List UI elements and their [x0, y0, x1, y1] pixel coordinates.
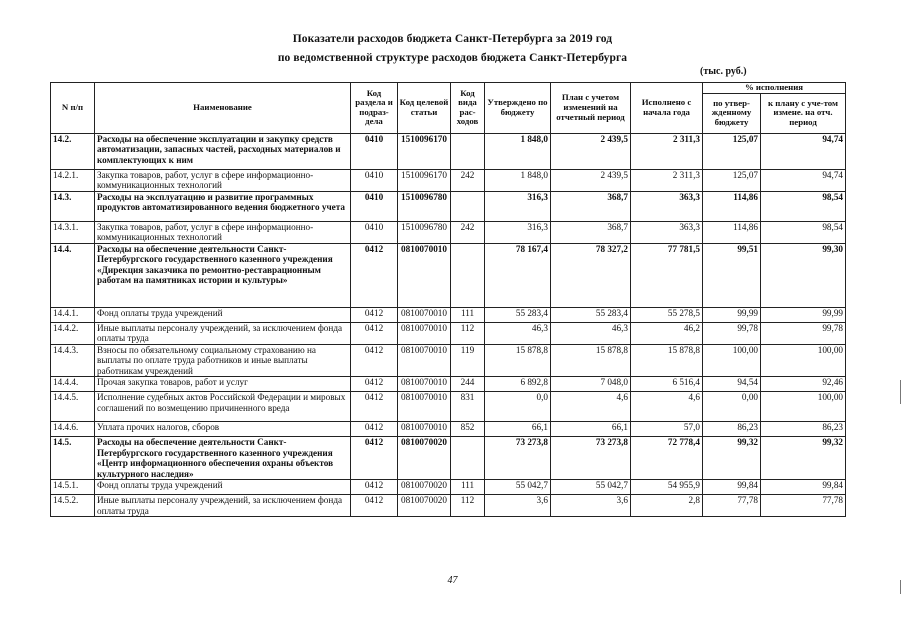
row-plan: 368,7 [551, 221, 631, 243]
row-expense-type: 112 [451, 322, 485, 344]
row-plan: 3,6 [551, 495, 631, 517]
table-row [51, 243, 846, 307]
row-name: Закупка товаров, работ, услуг в сфере информационно-коммуникационных технологий [95, 169, 351, 191]
row-target-code: 1510096170 [398, 169, 451, 191]
row-plan: 46,3 [551, 322, 631, 344]
row-pct-plan: 100,00 [761, 344, 846, 377]
header-num: N п/п [51, 83, 95, 134]
row-pct-plan: 99,32 [761, 437, 846, 480]
row-expense-type: 852 [451, 422, 485, 437]
row-pct-approved: 99,51 [703, 243, 761, 307]
header-section-code: Код раздела и подраз-дела [351, 83, 398, 134]
page-number: 47 [447, 575, 458, 586]
row-pct-plan: 98,54 [761, 221, 846, 243]
row-name: Иные выплаты персоналу учреждений, за исключением фонда оплаты труда [95, 322, 351, 344]
row-pct-plan: 98,54 [761, 191, 846, 221]
table-row [51, 169, 846, 191]
row-name: Исполнение судебных актов Российской Федерации и мировых соглашений по возмещению причиненного вреда [95, 392, 351, 422]
row-expense-type [451, 133, 485, 169]
row-pct-approved: 77,78 [703, 495, 761, 517]
row-pct-plan: 99,30 [761, 243, 846, 307]
row-executed: 46,2 [631, 322, 703, 344]
row-target-code: 0810070010 [398, 392, 451, 422]
header-name: Наименование [95, 83, 351, 134]
row-section-code: 0412 [351, 422, 398, 437]
row-target-code: 0810070020 [398, 495, 451, 517]
row-name: Уплата прочих налогов, сборов [95, 422, 351, 437]
row-plan: 368,7 [551, 191, 631, 221]
row-approved: 0,0 [485, 392, 551, 422]
row-number: 14.5.1. [51, 480, 95, 495]
row-pct-approved: 125,07 [703, 169, 761, 191]
row-target-code: 0810070010 [398, 307, 451, 322]
table-row [51, 495, 846, 517]
row-pct-approved: 99,99 [703, 307, 761, 322]
header-executed: Исполнено с начала года [631, 83, 703, 134]
row-target-code: 0810070010 [398, 243, 451, 307]
row-expense-type: 244 [451, 377, 485, 392]
row-pct-approved: 86,23 [703, 422, 761, 437]
row-number: 14.4. [51, 243, 95, 307]
row-name: Взносы по обязательному социальному страхованию на выплаты по оплате труда работников и иные выплаты работникам учреждений [95, 344, 351, 377]
row-target-code: 0810070010 [398, 344, 451, 377]
row-executed: 54 955,9 [631, 480, 703, 495]
row-target-code: 1510096780 [398, 191, 451, 221]
row-number: 14.2. [51, 133, 95, 169]
row-expense-type: 242 [451, 221, 485, 243]
row-plan: 2 439,5 [551, 133, 631, 169]
row-name: Иные выплаты персоналу учреждений, за исключением фонда оплаты труда [95, 495, 351, 517]
row-pct-approved: 114,86 [703, 221, 761, 243]
row-section-code: 0412 [351, 377, 398, 392]
row-plan: 73 273,8 [551, 437, 631, 480]
row-pct-approved: 99,32 [703, 437, 761, 480]
row-plan: 4,6 [551, 392, 631, 422]
table-row [51, 392, 846, 422]
row-approved: 46,3 [485, 322, 551, 344]
row-plan: 66,1 [551, 422, 631, 437]
row-pct-plan: 94,74 [761, 133, 846, 169]
row-name: Расходы на обеспечение деятельности Санкт-Петербургского государственного казенного учреждения «Центр информационного обеспечения охраны объектов культурного наследия» [95, 437, 351, 480]
row-executed: 2 311,3 [631, 169, 703, 191]
row-plan: 15 878,8 [551, 344, 631, 377]
row-plan: 55 283,4 [551, 307, 631, 322]
row-approved: 6 892,8 [485, 377, 551, 392]
row-executed: 57,0 [631, 422, 703, 437]
row-approved: 73 273,8 [485, 437, 551, 480]
row-number: 14.3. [51, 191, 95, 221]
header-pct-group: % исполнения [703, 83, 846, 94]
row-approved: 55 042,7 [485, 480, 551, 495]
table-row [51, 221, 846, 243]
row-expense-type: 831 [451, 392, 485, 422]
row-pct-plan: 99,84 [761, 480, 846, 495]
row-target-code: 0810070010 [398, 377, 451, 392]
row-pct-plan: 86,23 [761, 422, 846, 437]
row-target-code: 1510096170 [398, 133, 451, 169]
table-row [51, 437, 846, 480]
row-pct-plan: 99,99 [761, 307, 846, 322]
table-row [51, 422, 846, 437]
table-row [51, 480, 846, 495]
table-row [51, 133, 846, 169]
row-section-code: 0412 [351, 344, 398, 377]
row-number: 14.4.1. [51, 307, 95, 322]
row-name: Расходы на обеспечение эксплуатации и закупку средств автоматизации, запасных частей, расходных материалов и комплектующих к ним [95, 133, 351, 169]
row-number: 14.4.4. [51, 377, 95, 392]
row-expense-type [451, 243, 485, 307]
row-executed: 77 781,5 [631, 243, 703, 307]
row-pct-plan: 94,74 [761, 169, 846, 191]
scan-edge-mark [900, 380, 901, 404]
row-pct-approved: 99,78 [703, 322, 761, 344]
row-target-code: 0810070020 [398, 480, 451, 495]
row-pct-plan: 100,00 [761, 392, 846, 422]
row-approved: 55 283,4 [485, 307, 551, 322]
row-expense-type: 119 [451, 344, 485, 377]
row-approved: 316,3 [485, 191, 551, 221]
row-executed: 2 311,3 [631, 133, 703, 169]
row-expense-type: 111 [451, 480, 485, 495]
page-subtitle: по ведомственной структуре расходов бюджета Санкт-Петербурга [277, 52, 628, 64]
row-name: Закупка товаров, работ, услуг в сфере информационно-коммуникационных технологий [95, 221, 351, 243]
row-expense-type: 242 [451, 169, 485, 191]
row-executed: 2,8 [631, 495, 703, 517]
units-label: (тыс. руб.) [700, 66, 747, 77]
row-pct-approved: 0,00 [703, 392, 761, 422]
table-row [51, 344, 846, 377]
row-section-code: 0412 [351, 243, 398, 307]
row-number: 14.4.2. [51, 322, 95, 344]
row-name: Фонд оплаты труда учреждений [95, 307, 351, 322]
header-approved: Утверждено по бюджету [485, 83, 551, 134]
row-pct-approved: 100,00 [703, 344, 761, 377]
row-expense-type: 112 [451, 495, 485, 517]
row-executed: 55 278,5 [631, 307, 703, 322]
row-name: Фонд оплаты труда учреждений [95, 480, 351, 495]
row-section-code: 0412 [351, 495, 398, 517]
row-target-code: 1510096780 [398, 221, 451, 243]
row-number: 14.2.1. [51, 169, 95, 191]
row-number: 14.5.2. [51, 495, 95, 517]
row-number: 14.4.5. [51, 392, 95, 422]
header-pct-approved: по утвер-жденному бюджету [703, 93, 761, 133]
page-title: Показатели расходов бюджета Санкт-Петербурга за 2019 год [292, 33, 613, 45]
header-plan: План с учетом изменений на отчетный период [551, 83, 631, 134]
row-approved: 15 878,8 [485, 344, 551, 377]
budget-table [50, 82, 846, 517]
header-target-code: Код целевой статьи [398, 83, 451, 134]
row-section-code: 0412 [351, 392, 398, 422]
row-executed: 15 878,8 [631, 344, 703, 377]
row-number: 14.4.3. [51, 344, 95, 377]
row-section-code: 0412 [351, 437, 398, 480]
row-number: 14.4.6. [51, 422, 95, 437]
row-approved: 3,6 [485, 495, 551, 517]
row-approved: 78 167,4 [485, 243, 551, 307]
row-executed: 72 778,4 [631, 437, 703, 480]
row-executed: 363,3 [631, 221, 703, 243]
row-plan: 2 439,5 [551, 169, 631, 191]
row-section-code: 0412 [351, 307, 398, 322]
row-expense-type: 111 [451, 307, 485, 322]
row-approved: 1 848,0 [485, 169, 551, 191]
table-row [51, 377, 846, 392]
table-row [51, 307, 846, 322]
row-executed: 363,3 [631, 191, 703, 221]
row-plan: 55 042,7 [551, 480, 631, 495]
row-executed: 4,6 [631, 392, 703, 422]
row-section-code: 0410 [351, 169, 398, 191]
row-target-code: 0810070010 [398, 422, 451, 437]
table-body [51, 133, 846, 517]
row-name: Расходы на эксплуатацию и развитие программных продуктов автоматизированного ведения бюджетного учета [95, 191, 351, 221]
row-executed: 6 516,4 [631, 377, 703, 392]
header-pct-plan: к плану с уче-том измене. на отч. период [761, 93, 846, 133]
table-row [51, 322, 846, 344]
row-target-code: 0810070020 [398, 437, 451, 480]
table-row [51, 191, 846, 221]
row-expense-type [451, 191, 485, 221]
row-name: Расходы на обеспечение деятельности Санкт-Петербургского государственного казенного учреждения «Дирекция заказчика по ремонтно-реставрационным работам на памятниках истории и культуры» [95, 243, 351, 307]
row-pct-plan: 99,78 [761, 322, 846, 344]
row-approved: 1 848,0 [485, 133, 551, 169]
row-section-code: 0410 [351, 221, 398, 243]
row-plan: 78 327,2 [551, 243, 631, 307]
row-pct-approved: 114,86 [703, 191, 761, 221]
row-section-code: 0410 [351, 191, 398, 221]
row-pct-plan: 77,78 [761, 495, 846, 517]
row-number: 14.5. [51, 437, 95, 480]
row-pct-approved: 99,84 [703, 480, 761, 495]
row-pct-plan: 92,46 [761, 377, 846, 392]
row-section-code: 0412 [351, 322, 398, 344]
row-section-code: 0410 [351, 133, 398, 169]
row-plan: 7 048,0 [551, 377, 631, 392]
row-section-code: 0412 [351, 480, 398, 495]
row-pct-approved: 125,07 [703, 133, 761, 169]
row-approved: 316,3 [485, 221, 551, 243]
header-expense-type: Код вида рас-ходов [451, 83, 485, 134]
row-approved: 66,1 [485, 422, 551, 437]
row-name: Прочая закупка товаров, работ и услуг [95, 377, 351, 392]
scan-edge-mark [900, 580, 901, 594]
row-pct-approved: 94,54 [703, 377, 761, 392]
row-number: 14.3.1. [51, 221, 95, 243]
row-target-code: 0810070010 [398, 322, 451, 344]
row-expense-type [451, 437, 485, 480]
